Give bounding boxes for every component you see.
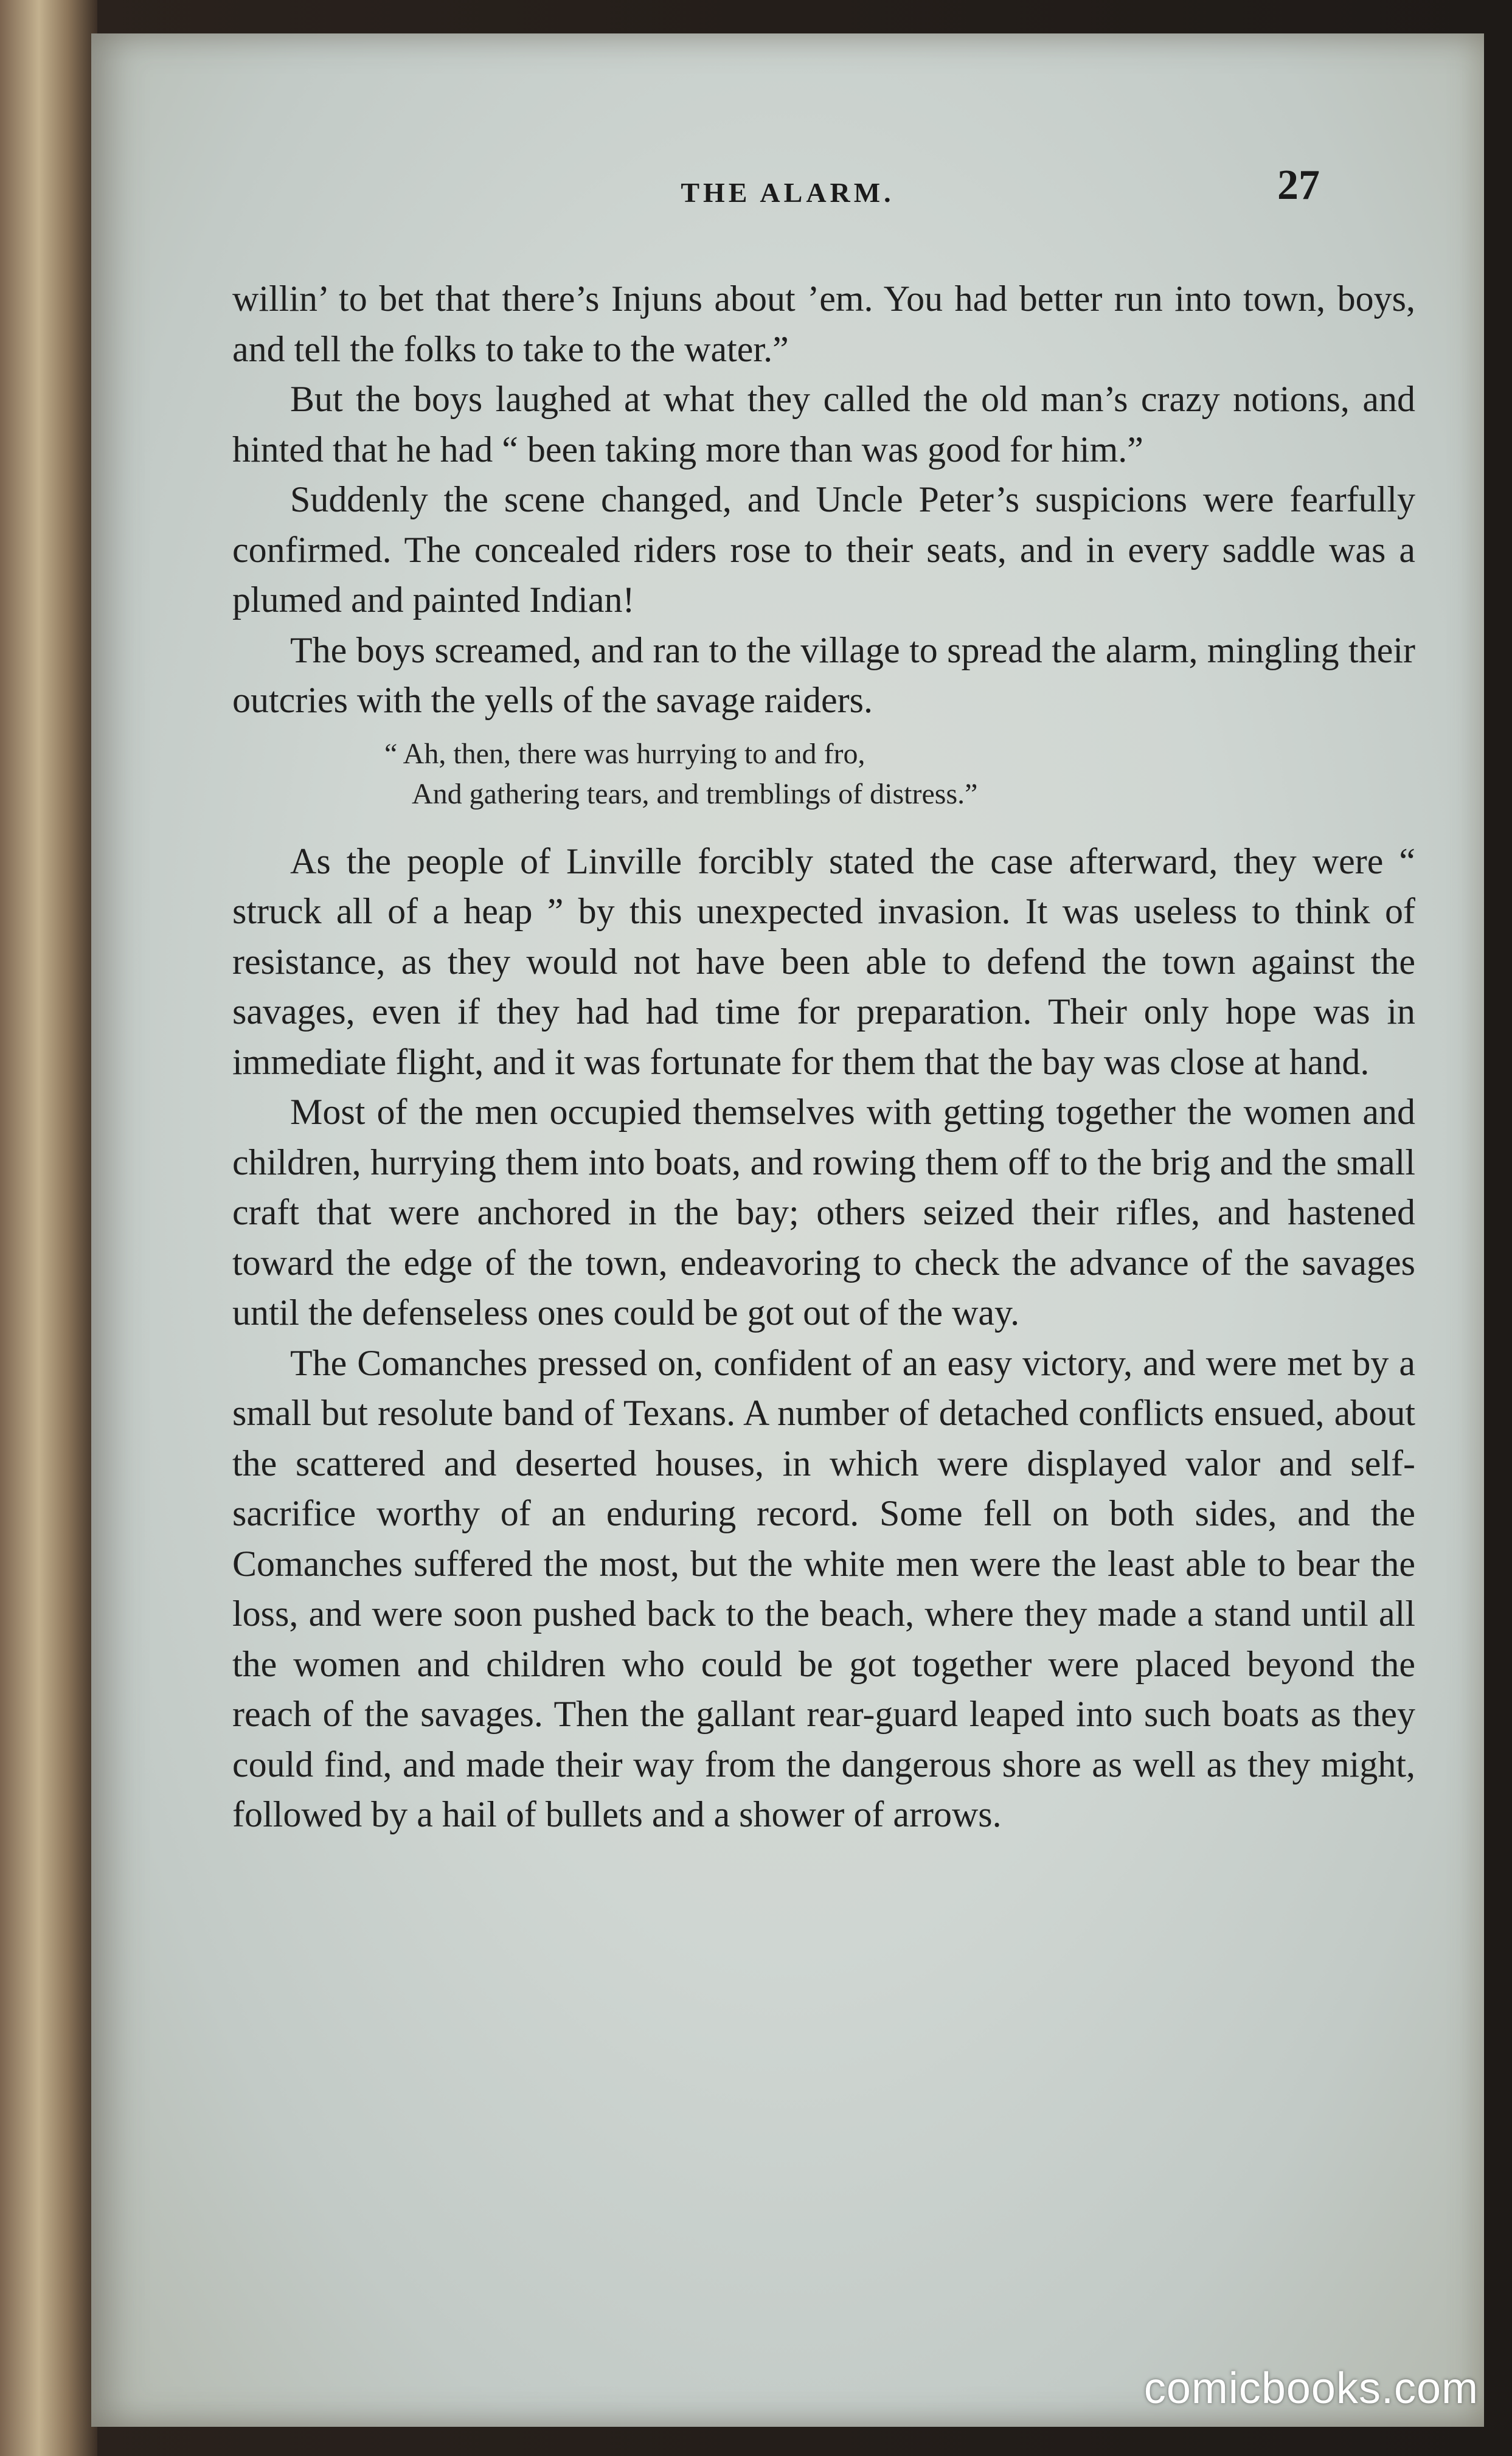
paragraph-4: The boys screamed, and ran to the village to spread the alarm, mingling their outcries with the yells of the savage raiders.: [232, 630, 1415, 720]
paragraph-5: As the people of Linville forcibly stated the case afterward, they were “ struck all of a heap ” by this unexpected invasion. It was useless to think of resistance, as they would not have been able to defend the town against the savages, even if they had had time for preparation. Their only hope was in immediate flight, and it was fortunate for them that the bay was close at hand.: [232, 841, 1415, 1082]
running-head: THE ALARM.: [681, 177, 895, 208]
verse-line-1: “ Ah, then, there was hurrying to and fro,: [384, 737, 865, 770]
paragraph-2: But the boys laughed at what they called the old man’s crazy notions, and hinted that he had “ been taking more than was good for him.”: [232, 379, 1415, 470]
paragraph-7: The Comanches pressed on, confident of an easy victory, and were met by a small but resolute band of Texans. A number of detached conflicts ensued, about the scattered and deserted houses, in which were displayed valor and self-sacrifice worthy of an enduring record. Some fell on both sides, and the Comanches suffered the most, but the white men were the least able to bear the loss, and were soon pushed back to the beach, where they made a stand until all the women and children who could be got together were placed beyond the reach of the savages. Then the gallant rear-guard leaped into such boats as they could find, and made their way from the dangerous shore as well as they might, followed by a hail of bullets and a shower of arrows.: [232, 1342, 1415, 1834]
book-spine: [0, 0, 97, 2456]
page-number: 27: [1277, 162, 1320, 209]
verse-quote: [232, 734, 1415, 814]
body-text: [232, 274, 1415, 1840]
book-page: [91, 33, 1484, 2427]
paragraph-1: willin’ to bet that there’s Injuns about ’em. You had better run into town, boys, and tell the folks to take to the water.”: [232, 279, 1415, 369]
paragraph-3: Suddenly the scene changed, and Uncle Peter’s suspicions were fearfully confirmed. The concealed riders rose to their seats, and in every saddle was a plumed and painted Indian!: [232, 479, 1415, 620]
paragraph-6: Most of the men occupied themselves with getting together the women and children, hurrying them into boats, and rowing them off to the brig and the small craft that were anchored in the bay; others seized their rifles, and hastened toward the edge of the town, endeavoring to check the advance of the savages until the defenseless ones could be got out of the way.: [232, 1092, 1415, 1333]
verse-line-2: And gathering tears, and tremblings of distress.”: [412, 777, 978, 810]
watermark-logo: comicbooks.com: [1143, 2364, 1479, 2413]
page-header: [91, 158, 1484, 213]
